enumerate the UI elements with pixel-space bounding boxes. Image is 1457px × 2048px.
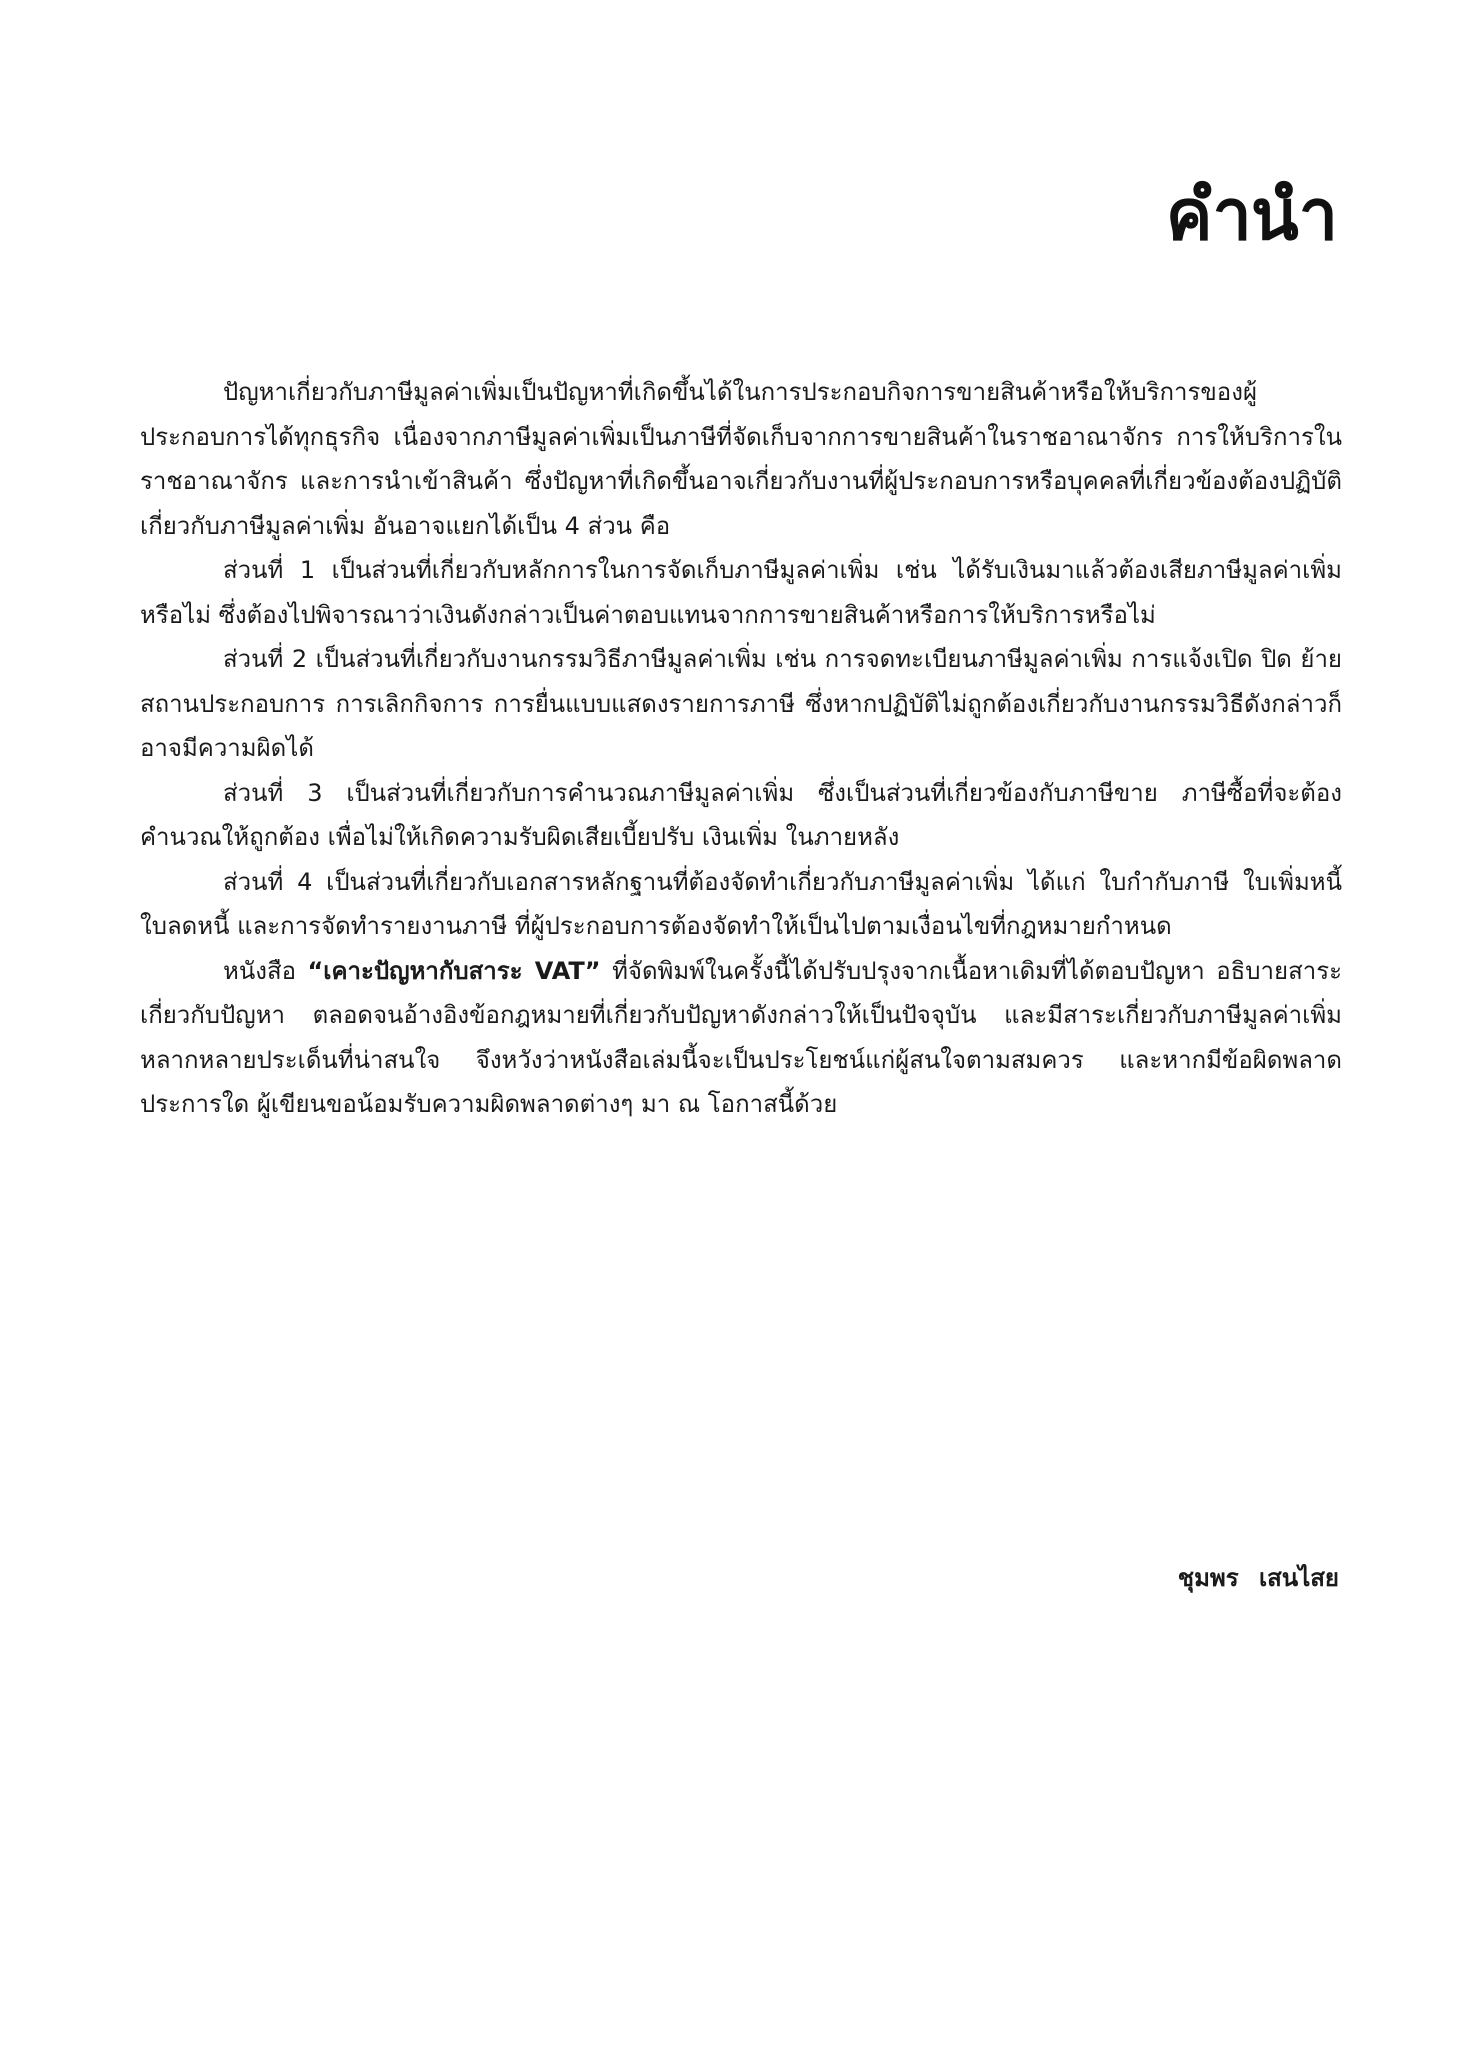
preface-body — [140, 370, 1342, 1127]
page-title: คำนำ — [1165, 174, 1337, 256]
paragraph-part-4: ส่วนที่ 4 เป็นส่วนที่เกี่ยวกับเอกสารหลักฐานที่ต้องจัดทำเกี่ยวกับภาษีมูลค่าเพิ่ม ได้แก่ ใบกำกับภาษี ใบเพิ่มหนี้ ใบลดหนี้ และการจัดทำรายงานภาษี ที่ผู้ประกอบการต้องจัดทำให้เป็นไปตามเงื่อนไขที่กฎหมายกำหนด — [140, 867, 1342, 940]
closing-rest: ที่จัดพิมพ์ในครั้งนี้ได้ปรับปรุงจากเนื้อหาเดิมที่ได้ตอบปัญหา อธิบายสาระเกี่ยวกับปัญหา ตลอดจนอ้างอิงข้อกฎหมายที่เกี่ยวกับปัญหาดังกล่าวให้เป็นปัจจุบัน และมีสาระเกี่ยวกับภาษีมูลค่าเพิ่มหลากหลายประเด็นที่น่าสนใจ จึงหวังว่าหนังสือเล่มนี้จะเป็นประโยชน์แก่ผู้สนใจตามสมควร และหากมีข้อผิดพลาดประการใด ผู้เขียนขอน้อมรับความผิดพลาดต่างๆ มา ณ โอกาสนี้ด้วย — [140, 956, 1342, 1118]
paragraph-part-2: ส่วนที่ 2 เป็นส่วนที่เกี่ยวกับงานกรรมวิธีภาษีมูลค่าเพิ่ม เช่น การจดทะเบียนภาษีมูลค่าเพิ่ม การแจ้งเปิด ปิด ย้ายสถานประกอบการ การเลิกกิจการ การยื่นแบบแสดงรายการภาษี ซึ่งหากปฏิบัติไม่ถูกต้องเกี่ยวกับงานกรรมวิธีดังกล่าวก็อาจมีความผิดได้ — [140, 645, 1342, 762]
paragraph-closing — [140, 949, 1342, 1127]
closing-lead: หนังสือ — [223, 956, 308, 985]
book-title: “เคาะปัญหากับสาระ VAT” — [307, 956, 601, 985]
author-signature: ชุมพร เสนไสย — [1177, 1564, 1339, 1592]
paragraph-part-1: ส่วนที่ 1 เป็นส่วนที่เกี่ยวกับหลักการในการจัดเก็บภาษีมูลค่าเพิ่ม เช่น ได้รับเงินมาแล้วต้องเสียภาษีมูลค่าเพิ่มหรือไม่ ซึ่งต้องไปพิจารณาว่าเงินดังกล่าวเป็นค่าตอบแทนจากการขายสินค้าหรือการให้บริการหรือไม่ — [140, 556, 1342, 629]
paragraph-intro: ปัญหาเกี่ยวกับภาษีมูลค่าเพิ่มเป็นปัญหาที่เกิดขึ้นได้ในการประกอบกิจการขายสินค้าหรือให้บริการของผู้ประกอบการได้ทุกธุรกิจ เนื่องจากภาษีมูลค่าเพิ่มเป็นภาษีที่จัดเก็บจากการขายสินค้าในราชอาณาจักร การให้บริการในราชอาณาจักร และการนำเข้าสินค้า ซึ่งปัญหาที่เกิดขึ้นอาจเกี่ยวกับงานที่ผู้ประกอบการหรือบุคคลที่เกี่ยวข้องต้องปฏิบัติเกี่ยวกับภาษีมูลค่าเพิ่ม อันอาจแยกได้เป็น 4 ส่วน คือ — [140, 378, 1342, 540]
paragraph-part-3: ส่วนที่ 3 เป็นส่วนที่เกี่ยวกับการคำนวณภาษีมูลค่าเพิ่ม ซึ่งเป็นส่วนที่เกี่ยวข้องกับภาษีขาย ภาษีซื้อที่จะต้องคำนวณให้ถูกต้อง เพื่อไม่ให้เกิดความรับผิดเสียเบี้ยปรับ เงินเพิ่ม ในภายหลัง — [140, 778, 1342, 851]
